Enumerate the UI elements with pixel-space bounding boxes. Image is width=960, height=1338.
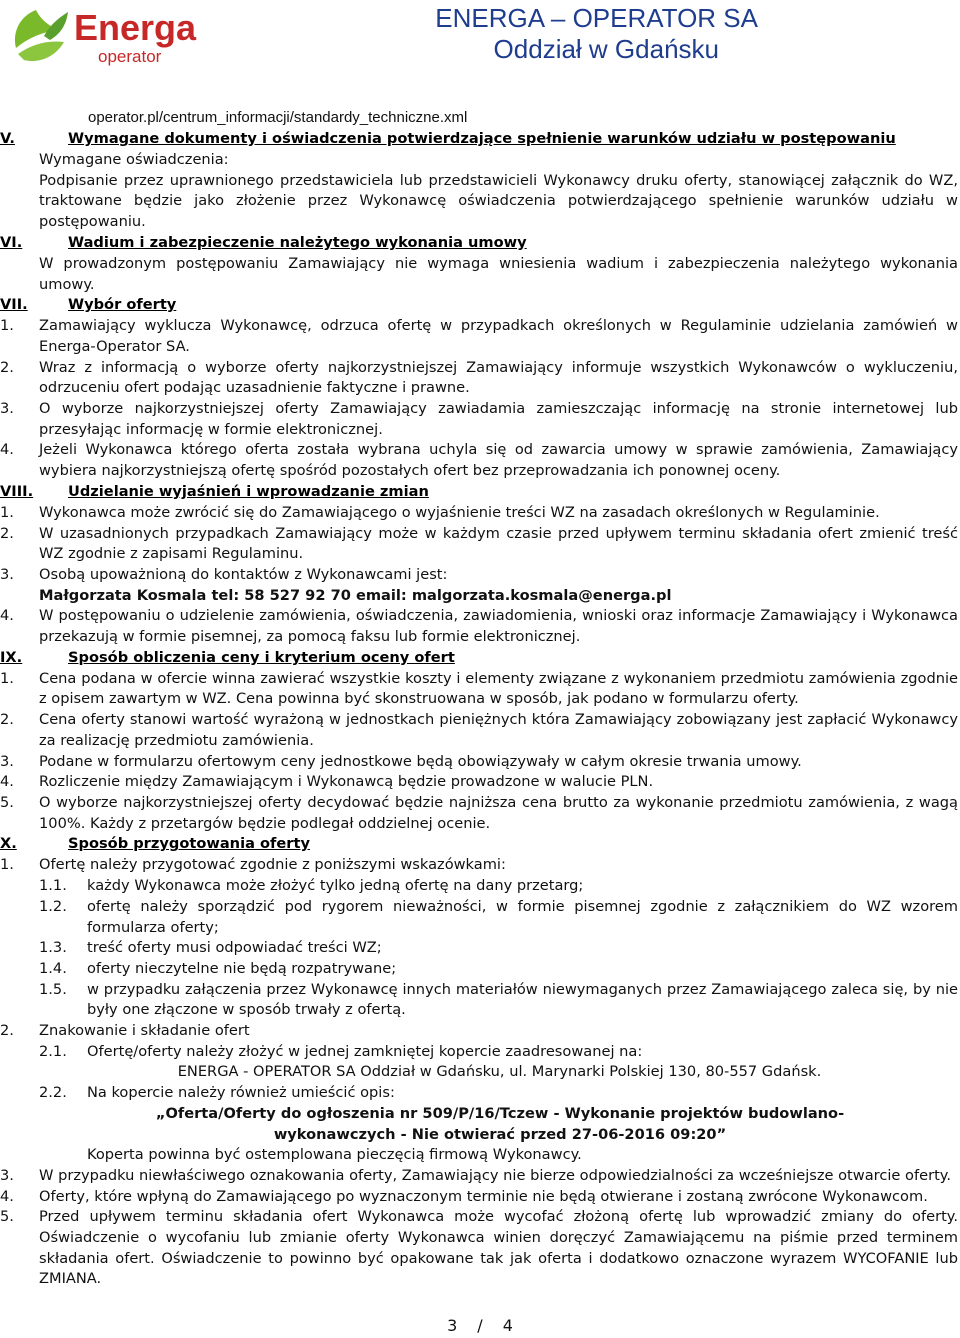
branch-name: Oddział w Gdańsku <box>493 34 719 64</box>
item-text: Znakowanie i składanie ofert <box>39 1022 250 1040</box>
total-pages: 4 <box>502 1316 513 1335</box>
list-item <box>0 316 960 357</box>
section-heading-v <box>0 129 960 150</box>
page-separator: / <box>477 1316 483 1335</box>
list-item <box>0 772 960 793</box>
sub-item-number: 1.4. <box>39 959 67 977</box>
item-number: 4. <box>0 607 14 625</box>
sub-item-text: Na kopercie należy również umieścić opis: <box>87 1084 395 1102</box>
item-number: 3. <box>0 1166 14 1184</box>
item-text: O wyborze najkorzystniejszej oferty decydować będzie najniższa cena brutto za wykonanie przedmiotu zamówienia, z wagą 100%. Każdy z przetargów będzie podlegał oddzielnej ocenie. <box>39 793 958 832</box>
section-title: Udzielanie wyjaśnień i wprowadzanie zmian <box>68 482 429 500</box>
section-heading-ix <box>0 648 960 669</box>
section-number: X. <box>0 835 17 853</box>
item-text: O wyborze najkorzystniejszej oferty Zamawiający zawiadamia zamieszczając informację na stronie internetowej lub przesyłając informację w formie elektronicznej. <box>39 400 958 438</box>
item-number: 5. <box>0 1208 14 1226</box>
list-item <box>0 1187 960 1208</box>
sub-item <box>0 876 960 897</box>
item-text: Zamawiający wyklucza Wykonawcę, odrzuca ofertę w przypadkach określonych w Regulaminie udzielania zamówień w Energa-Operator SA. <box>39 317 958 355</box>
sub-item <box>0 1083 960 1104</box>
sub-item <box>0 1042 960 1063</box>
item-text: Cena podana w ofercie winna zawierać wszystkie koszty i elementy związane z wykonaniem przedmiotu zamówienia zgodnie z opisem zawartym w WZ. Cena powinna być skonstruowana w sposób, jak podano w formularzu oferty. <box>39 669 958 708</box>
page-number <box>0 1316 960 1337</box>
section-number: V. <box>0 130 15 147</box>
item-text: Wraz z informacją o wyborze oferty najkorzystniejszej Zamawiający informuje wszystkich Wykonawców o wykluczeniu, odrzuceniu ofert podając uzasadnienie faktyczne i prawne. <box>39 358 958 397</box>
sub-item-text: w przypadku załączenia przez Wykonawcę innych materiałów niewymaganych przez Zamawiającego zaleca się, by nie były one złączone w sposób trwały z ofertą. <box>87 980 958 1019</box>
list-item <box>0 606 960 647</box>
section-number: VIII. <box>0 482 34 500</box>
sub-item-number: 2.2. <box>39 1084 67 1102</box>
sub-item-text: oferty nieczytelne nie będą rozpatrywane; <box>87 959 397 977</box>
paragraph: Podpisanie przez uprawnionego przedstawiciela lub przedstawicieli Wykonawcy druku oferty, stanowiącej załącznik do WZ, traktowane będzie jako złożenie przez Wykonawcę oświadczenia potwierdzającego spełnienie warunków udziału w postępowaniu. <box>39 171 958 231</box>
section-number: VI. <box>0 233 23 251</box>
list-item <box>0 669 960 710</box>
item-number: 1. <box>0 856 14 874</box>
section-title: Sposób przygotowania oferty <box>68 835 310 853</box>
list-item <box>0 1021 960 1042</box>
svg-text:Energa: Energa <box>74 7 197 48</box>
item-number: 3. <box>0 400 14 418</box>
item-number: 4. <box>0 441 14 459</box>
item-number: 2. <box>0 1022 14 1040</box>
sub-item <box>0 980 960 1021</box>
seal-note: Koperta powinna być ostemplowana pieczęcią firmową Wykonawcy. <box>87 1146 582 1164</box>
sub-item <box>0 897 960 938</box>
list-item <box>0 524 960 565</box>
document-body <box>0 108 960 1290</box>
sub-item-text: treść oferty musi odpowiadać treści WZ; <box>87 939 382 957</box>
list-item <box>0 1207 960 1290</box>
list-item <box>0 1166 960 1187</box>
sub-item <box>0 938 960 959</box>
section-heading-viii <box>0 482 960 503</box>
item-text: W uzasadnionych przypadkach Zamawiający może w każdym czasie przed upływem terminu składania ofert zmienić treść WZ zgodnie z zapisami Regulaminu. <box>39 524 958 563</box>
sub-item-number: 1.1. <box>39 877 67 895</box>
item-number: 4. <box>0 773 14 791</box>
item-number: 2. <box>0 711 14 729</box>
svg-text:operator: operator <box>98 47 162 66</box>
url-line: operator.pl/centrum_informacji/standardy_techniczne.xml <box>88 109 468 126</box>
item-number: 1. <box>0 669 14 687</box>
sub-item-number: 1.3. <box>39 939 67 957</box>
item-text: Osobą upoważnioną do kontaktów z Wykonawcami jest: <box>39 565 448 583</box>
item-text: Wykonawca może zwrócić się do Zamawiającego o wyjaśnienie treści WZ na zasadach określonych w Regulaminie. <box>39 503 880 521</box>
section-heading-vi <box>0 233 960 254</box>
item-number: 3. <box>0 565 14 583</box>
item-text: Przed upływem terminu składania ofert Wykonawca może wycofać złożoną ofertę lub wprowadzić zmiany do oferty. Oświadczenie o wycofaniu lub zmianie oferty Wykonawca winien doręczyć Zamawiającemu na piśmie przed terminem składania ofert. Oświadczenie to powinno być opakowane tak jak oferta i dodatkowo oznaczone wyrazem WYCOFANIE lub ZMIANA. <box>39 1208 958 1288</box>
item-number: 5. <box>0 793 14 811</box>
item-text: W postępowaniu o udzielenie zamówienia, oświadczenia, zawiadomienia, wnioski oraz informacje Zamawiający i Wykonawca przekazują w formie pisemnej, za pomocą faksu lub formie elektronicznej. <box>39 607 958 646</box>
section-heading-x <box>0 834 960 855</box>
list-item <box>0 793 960 834</box>
sub-item <box>0 959 960 980</box>
list-item <box>0 440 960 481</box>
list-item <box>0 565 960 586</box>
section-title: Wymagane dokumenty i oświadczenia potwierdzające spełnienie warunków udziału w postępowaniu <box>68 130 896 147</box>
page-header <box>0 0 960 78</box>
section-title: Sposób obliczenia ceny i kryterium oceny ofert <box>68 648 455 666</box>
item-text: Cena oferty stanowi wartość wyrażoną w jednostkach pieniężnych która Zamawiający zobowiązany jest zapłacić Wykonawcy za realizację przedmiotu zamówienia. <box>39 711 958 749</box>
sub-item-text: ofertę należy sporządzić pod rygorem nieważności, w formie pisemnej zgodnie z załącznikiem do WZ wzorem formularza oferty; <box>87 897 958 936</box>
section-number: VII. <box>0 296 28 314</box>
section-number: IX. <box>0 648 23 666</box>
sub-item-number: 2.1. <box>39 1042 67 1060</box>
item-number: 1. <box>0 503 14 521</box>
item-text: Oferty, które wpłyną do Zamawiającego po wyznaczonym terminie nie będą otwierane i zostaną zwrócone Wykonawcom. <box>39 1187 928 1205</box>
section-heading-vii <box>0 295 960 316</box>
list-item <box>0 855 960 876</box>
paragraph: Wymagane oświadczenia: <box>39 151 229 168</box>
section-title: Wadium i zabezpieczenie należytego wykonania umowy <box>68 233 527 251</box>
item-number: 2. <box>0 524 14 542</box>
current-page: 3 <box>447 1316 458 1335</box>
paragraph: W prowadzonym postępowaniu Zamawiający nie wymaga wniesienia wadium i zabezpieczenia należytego wykonania umowy. <box>39 254 958 293</box>
list-item <box>0 710 960 751</box>
energa-logo <box>6 2 206 72</box>
sub-item-text: każdy Wykonawca może złożyć tylko jedną ofertę na dany przetarg; <box>87 877 584 895</box>
list-item <box>0 399 960 440</box>
item-number: 1. <box>0 317 14 335</box>
item-number: 3. <box>0 752 14 770</box>
sub-item-number: 1.5. <box>39 980 67 998</box>
contact-line: Małgorzata Kosmala tel: 58 527 92 70 email: malgorzata.kosmala@energa.pl <box>39 586 672 604</box>
item-number: 2. <box>0 358 14 376</box>
item-text: Podane w formularzu ofertowym ceny jednostkowe będą obowiązywały w całym okresie trwania umowy. <box>39 752 802 770</box>
sub-item-text: Ofertę/oferty należy złożyć w jednej zamkniętej kopercie zaadresowanej na: <box>87 1042 643 1060</box>
list-item <box>0 358 960 399</box>
envelope-label: „Oferta/Oferty do ogłoszenia nr 509/P/16/Tczew - Wykonanie projektów budowlano-wykonawczych - Nie otwierać przed 27-06-2016 09:20” <box>155 1104 845 1143</box>
item-text: Rozliczenie między Zamawiającym i Wykonawcą będzie prowadzone w walucie PLN. <box>39 773 654 791</box>
item-text: Jeżeli Wykonawca którego oferta została wybrana uchyla się od zawarcia umowy w sprawie zamówienia, Zamawiający wybiera najkorzystniejszą ofertę spośród pozostałych ofert bez przeprowadzania ich ponownej oceny. <box>39 441 958 480</box>
item-text: Ofertę należy przygotować zgodnie z poniższymi wskazówkami: <box>39 856 506 874</box>
sub-item-number: 1.2. <box>39 897 67 915</box>
item-text: W przypadku niewłaściwego oznakowania oferty, Zamawiający nie bierze odpowiedzialności za wcześniejsze otwarcie oferty. <box>39 1166 951 1184</box>
list-item <box>0 752 960 773</box>
address-line: ENERGA - OPERATOR SA Oddział w Gdańsku, ul. Marynarki Polskiej 130, 80-557 Gdańsk. <box>177 1063 822 1081</box>
list-item <box>0 503 960 524</box>
company-name: ENERGA – OPERATOR SA <box>435 3 758 33</box>
section-title: Wybór oferty <box>68 296 177 314</box>
item-number: 4. <box>0 1187 14 1205</box>
